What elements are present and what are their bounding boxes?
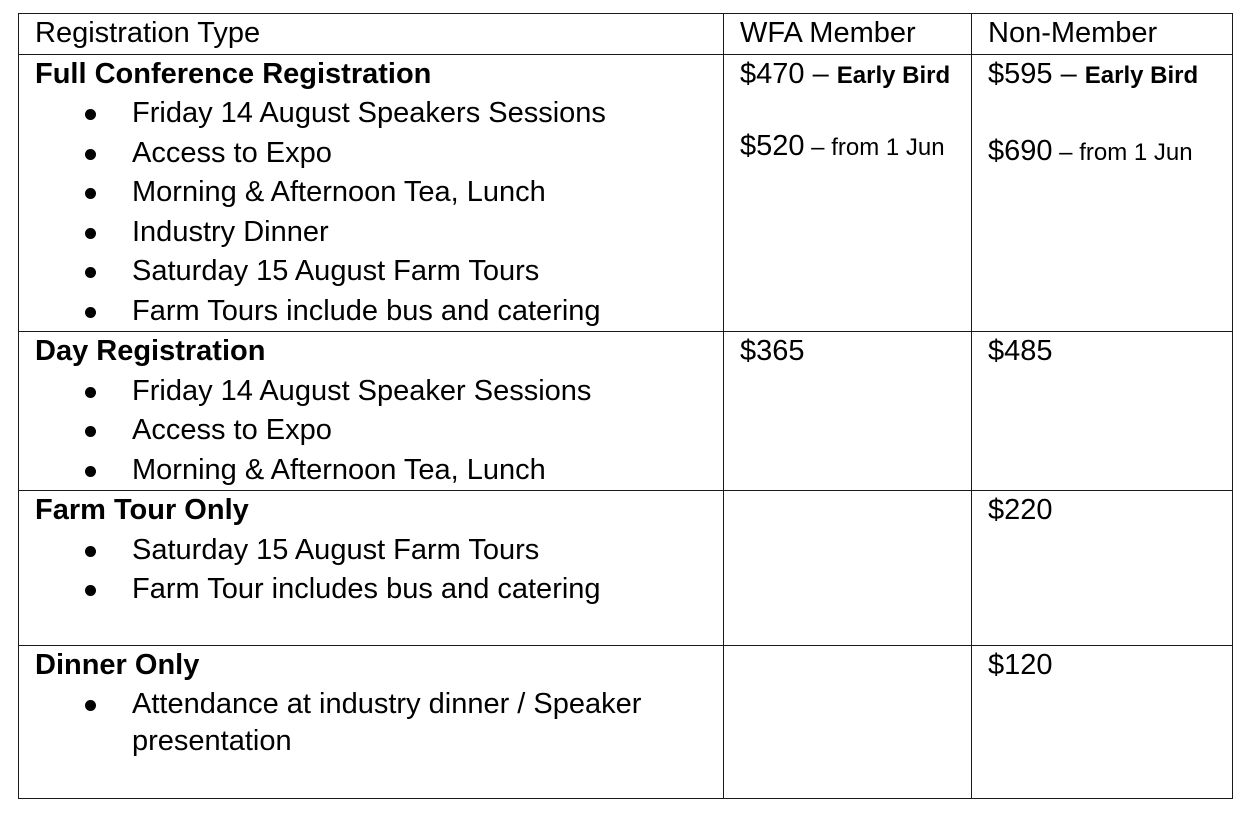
nonmember-price-cell: $220 [972,491,1233,646]
item-list [35,372,723,491]
section-title: Dinner Only [35,649,200,681]
list-item: Friday 14 August Speakers Sessions [35,94,723,134]
early-bird-price: $470 – Early Bird [740,57,951,90]
member-price-cell [724,491,972,646]
bullet-icon [85,426,96,437]
registration-type-cell [19,491,724,646]
list-item: Farm Tours include bus and catering [35,292,723,332]
nonmember-price-cell [972,54,1233,332]
bullet-icon [85,700,96,711]
section-title: Day Registration [35,335,266,367]
header-non-member: Non-Member [972,14,1233,55]
bullet-icon [85,307,96,318]
list-item: Morning & Afternoon Tea, Lunch [35,451,723,491]
table-row [19,646,1233,799]
list-item: Saturday 15 August Farm Tours [35,252,723,292]
bullet-icon [85,228,96,239]
member-price-cell [724,54,972,332]
bullet-icon [85,188,96,199]
list-item: Access to Expo [35,134,723,174]
header-registration-type: Registration Type [19,14,724,55]
registration-type-cell [19,332,724,491]
list-item: Farm Tour includes bus and catering [35,570,723,610]
member-price-cell [724,646,972,799]
registration-type-cell [19,646,724,799]
registration-type-cell [19,54,724,332]
header-wfa-member: WFA Member [724,14,972,55]
list-item: Industry Dinner [35,213,723,253]
early-bird-price: $595 – Early Bird [988,57,1199,90]
table-header-row [19,14,1233,55]
table-row [19,54,1233,332]
late-price: $690 – from 1 Jun [988,134,1193,167]
bullet-icon [85,109,96,120]
bullet-icon [85,387,96,398]
section-title: Farm Tour Only [35,494,249,526]
member-price-cell: $365 [724,332,972,491]
table-row [19,491,1233,646]
table-row [19,332,1233,491]
list-item: Attendance at industry dinner / Speaker presentation [35,686,723,760]
nonmember-price-cell: $485 [972,332,1233,491]
list-item: Friday 14 August Speaker Sessions [35,372,723,412]
bullet-icon [85,466,96,477]
item-list [35,686,723,760]
list-item: Access to Expo [35,411,723,451]
item-list [35,94,723,331]
section-title: Full Conference Registration [35,57,432,90]
bullet-icon [85,546,96,557]
bullet-icon [85,267,96,278]
late-price: $520 – from 1 Jun [740,129,945,162]
registration-table [18,13,1233,799]
list-item: Morning & Afternoon Tea, Lunch [35,173,723,213]
nonmember-price-cell: $120 [972,646,1233,799]
bullet-icon [85,149,96,160]
list-item: Saturday 15 August Farm Tours [35,531,723,571]
bullet-icon [85,585,96,596]
item-list [35,531,723,610]
